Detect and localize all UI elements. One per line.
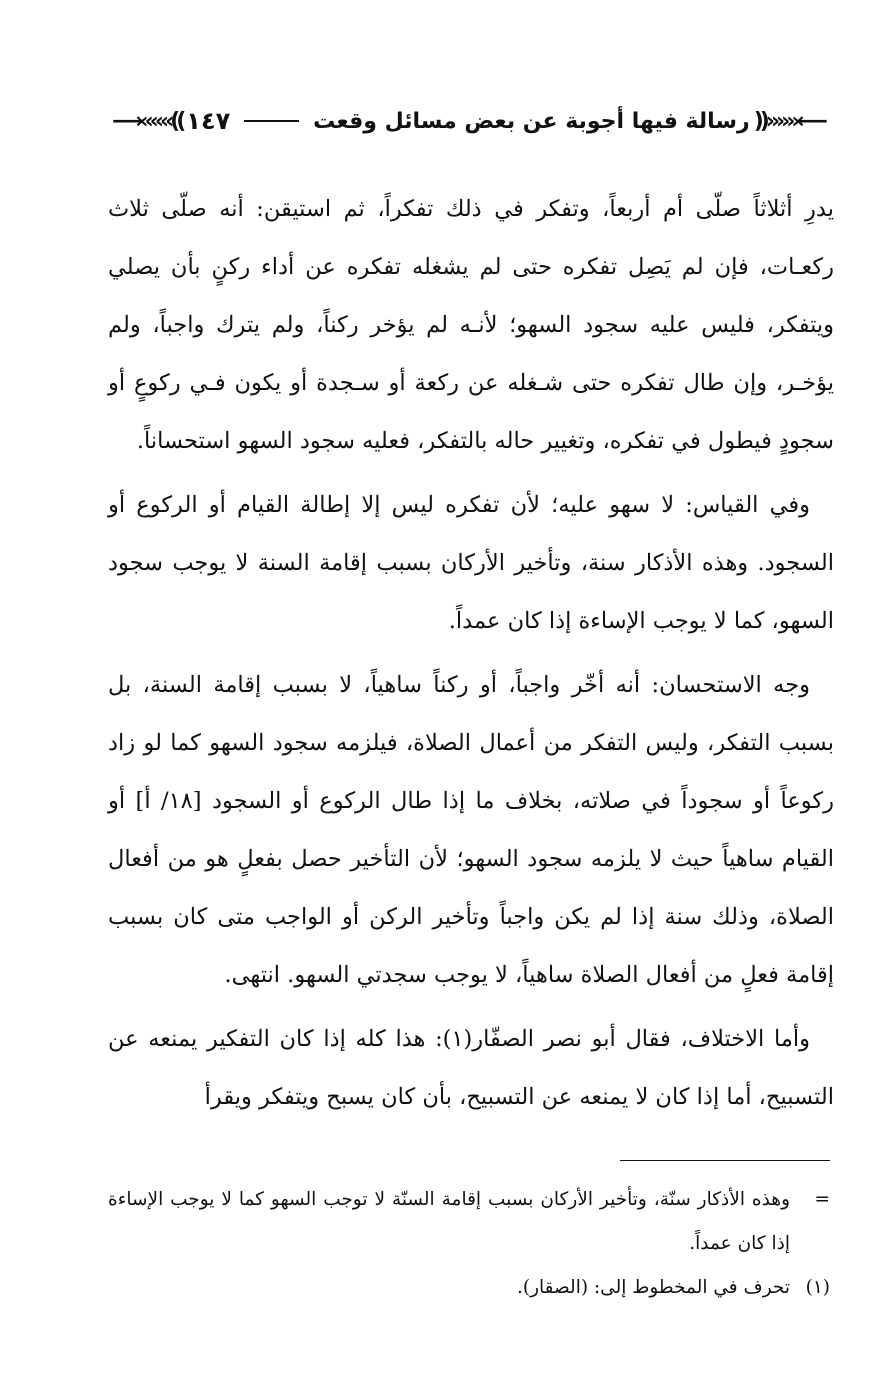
paragraph: وجه الاستحسان: أنه أخّر واجباً، أو ركناً ساهياً، لا بسبب إقامة السنة، بل بسبب التفكر، وليس التفكر من أعمال الصلاة، فيلزمه سجود السهو كما لو زاد ركوعاً أو سجوداً في صلاته، بخلاف ما إذا طال الركوع أو السجود [١٨/ أ] أو القيام ساهياً حيث لا يلزمه سجود السهو؛ لأن التأخير حصل بفعلٍ هو من أفعال الصلاة، وذلك سنة إذا لم يكن واجباً وتأخير الركن أو الواجب متى كان بسبب إقامة فعلٍ من أفعال الصلاة ساهياً، لا يوجب سجدتي السهو. انتهى. [108,672,835,988]
header-title: رسالة فيها أجوبة عن بعض مسائل وقعت [313,108,750,134]
header-rule [244,120,299,122]
page-number: ١٤٧ [186,107,231,135]
header-ornament-right: ⟵«««(( [753,108,824,134]
footnote-marker: = [814,1189,830,1210]
paragraph: وفي القياس: لا سهو عليه؛ لأن تفكره ليس إلا إطالة القيام أو الركوع أو السجود. وهذه الأذكار سنة، وتأخير الأركان بسبب إقامة السنة لا يوجب سجود السهو، كما لا يوجب الإساءة إذا كان عمداً. [108,492,834,634]
footnote [108,1178,830,1266]
footnote [108,1266,830,1310]
footnote-marker: (١) [805,1277,830,1298]
paragraph: وأما الاختلاف، فقال أبو نصر الصفّار(١): هذا كله إذا كان التفكير يمنعه عن التسبيح، أما إذا كان لا يمنعه عن التسبيح، بأن كان يسبح ويتفكر ويقرأ [108,1026,834,1110]
footnote-text: وهذه الأذكار سنّة، وتأخير الأركان بسبب إقامة السنّة لا توجب السهو كما لا يوجب الإساءة إذا كان عمداً. [108,1189,790,1254]
running-header [112,96,824,146]
footnote-text: تحرف في المخطوط إلى: (الصقار). [516,1277,790,1298]
main-text [108,180,834,1132]
paragraph: يدرِ أثلاثاً صلّى أم أربعاً، وتفكر في ذلك تفكراً، ثم استيقن: أنه صلّى ثلاث ركعـات، فإن لم يَصِل تفكره حتى لم يشغله تفكره عن أداء ركنٍ بأن يصلي ويتفكر، فليس عليه سجود السهو؛ لأنـه لم يؤخر ركناً، ولم يترك واجباً، ولم يؤخـر، وإن طال تفكره حتى شـغله عن ركعة أو سـجدة أو يكون فـي ركوعٍ أو سجودٍ فيطول في تفكره، وتغيير حاله بالتفكر، فعليه سجود السهو استحساناً. [108,196,834,454]
footnotes [108,1178,830,1310]
footnote-separator [620,1160,830,1161]
header-ornament-left: ))»»»⟶ [112,108,183,134]
